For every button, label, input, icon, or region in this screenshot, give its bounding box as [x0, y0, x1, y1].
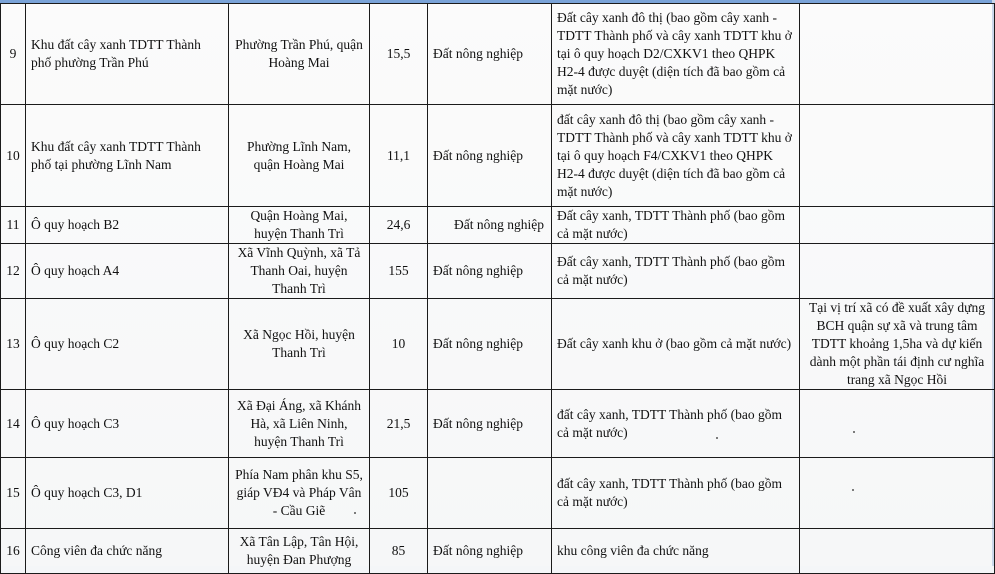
note: [800, 4, 995, 105]
table-row: [1, 207, 995, 244]
table-row: [1, 4, 995, 105]
area-name: Công viên đa chức năng: [26, 529, 229, 574]
planned-land-use: Đất cây xanh, TDTT Thành phố (bao gồm cả mặt nước): [552, 207, 800, 244]
current-land-use: Đất nông nghiệp: [428, 207, 552, 244]
area-name: Ô quy hoạch C2: [26, 299, 229, 390]
note: [800, 244, 995, 299]
location: Phường Trần Phú, quận Hoàng Mai: [229, 4, 370, 105]
area-value: 24,6: [370, 207, 428, 244]
location: Xã Tân Lập, Tân Hội, huyện Đan Phượng: [229, 529, 370, 574]
location: Xã Ngọc Hồi, huyện Thanh Trì: [229, 299, 370, 390]
area-value: 155: [370, 244, 428, 299]
table-row: [1, 529, 995, 574]
area-value: 85: [370, 529, 428, 574]
location: Xã Đại Áng, xã Khánh Hà, xã Liên Ninh, huyện Thanh Trì: [229, 390, 370, 458]
current-land-use: Đất nông nghiệp: [428, 244, 552, 299]
current-land-use: Đất nông nghiệp: [428, 390, 552, 458]
table-row: [1, 244, 995, 299]
current-land-use: Đất nông nghiệp: [428, 529, 552, 574]
planned-land-use: khu công viên đa chức năng: [552, 529, 800, 574]
area-name: Khu đất cây xanh TDTT Thành phố tại phường Lĩnh Nam: [26, 105, 229, 207]
note: [800, 105, 995, 207]
row-number: 16: [1, 529, 26, 574]
row-number: 10: [1, 105, 26, 207]
note: [800, 529, 995, 574]
table-row: [1, 390, 995, 458]
planned-land-use: Đất cây xanh đô thị (bao gồm cây xanh - TDTT Thành phố và cây xanh TDTT khu ở tại ô quy hoạch D2/CXKV1 theo QHPK H2-4 được duyệt (diện tích đã bao gồm cả mặt nước): [552, 4, 800, 105]
location: Phường Lĩnh Nam, quận Hoàng Mai: [229, 105, 370, 207]
planned-land-use: đất cây xanh đô thị (bao gồm cây xanh - TDTT Thành phố và cây xanh TDTT khu ở tại ô quy hoạch F4/CXKV1 theo QHPK H2-4 được duyệt (diện tích đã bao gồm cả mặt nước): [552, 105, 800, 207]
area-name: Ô quy hoạch C3, D1: [26, 458, 229, 529]
table-row: [1, 105, 995, 207]
scan-speck: [852, 489, 854, 491]
planned-land-use: Đất cây xanh, TDTT Thành phố (bao gồm cả mặt nước): [552, 244, 800, 299]
scan-speck: [354, 512, 356, 514]
current-land-use: Đất nông nghiệp: [428, 105, 552, 207]
note: Tại vị trí xã có đề xuất xây dựng BCH quận sự xã và trung tâm TDTT khoảng 1,5ha và dự kiến dành một phần tái định cư nghĩa trang xã Ngọc Hồi: [800, 299, 995, 390]
table-row: [1, 299, 995, 390]
area-name: Ô quy hoạch C3: [26, 390, 229, 458]
row-number: 13: [1, 299, 26, 390]
area-value: 11,1: [370, 105, 428, 207]
area-value: 15,5: [370, 4, 428, 105]
table-row: [1, 458, 995, 529]
current-land-use: Đất nông nghiệp: [428, 4, 552, 105]
location: Quận Hoàng Mai, huyện Thanh Trì: [229, 207, 370, 244]
area-value: 105: [370, 458, 428, 529]
planned-land-use: đất cây xanh, TDTT Thành phố (bao gồm cả mặt nước): [552, 458, 800, 529]
location: Xã Vĩnh Quỳnh, xã Tả Thanh Oai, huyện Thanh Trì: [229, 244, 370, 299]
area-value: 10: [370, 299, 428, 390]
current-land-use: [428, 458, 552, 529]
land-plan-table: [0, 3, 995, 574]
area-value: 21,5: [370, 390, 428, 458]
area-name: Khu đất cây xanh TDTT Thành phố phường Trần Phú: [26, 4, 229, 105]
scan-speck: [716, 437, 718, 439]
location: Phía Nam phân khu S5, giáp VĐ4 và Pháp Vân - Cầu Giẽ: [229, 458, 370, 529]
row-number: 12: [1, 244, 26, 299]
row-number: 14: [1, 390, 26, 458]
planned-land-use: đất cây xanh, TDTT Thành phố (bao gồm cả mặt nước): [552, 390, 800, 458]
row-number: 15: [1, 458, 26, 529]
planned-land-use: Đất cây xanh khu ở (bao gồm cả mặt nước): [552, 299, 800, 390]
area-name: Ô quy hoạch B2: [26, 207, 229, 244]
note: [800, 458, 995, 529]
area-name: Ô quy hoạch A4: [26, 244, 229, 299]
scan-speck: [853, 431, 855, 433]
current-land-use: Đất nông nghiệp: [428, 299, 552, 390]
note: [800, 390, 995, 458]
row-number: 11: [1, 207, 26, 244]
note: [800, 207, 995, 244]
row-number: 9: [1, 4, 26, 105]
